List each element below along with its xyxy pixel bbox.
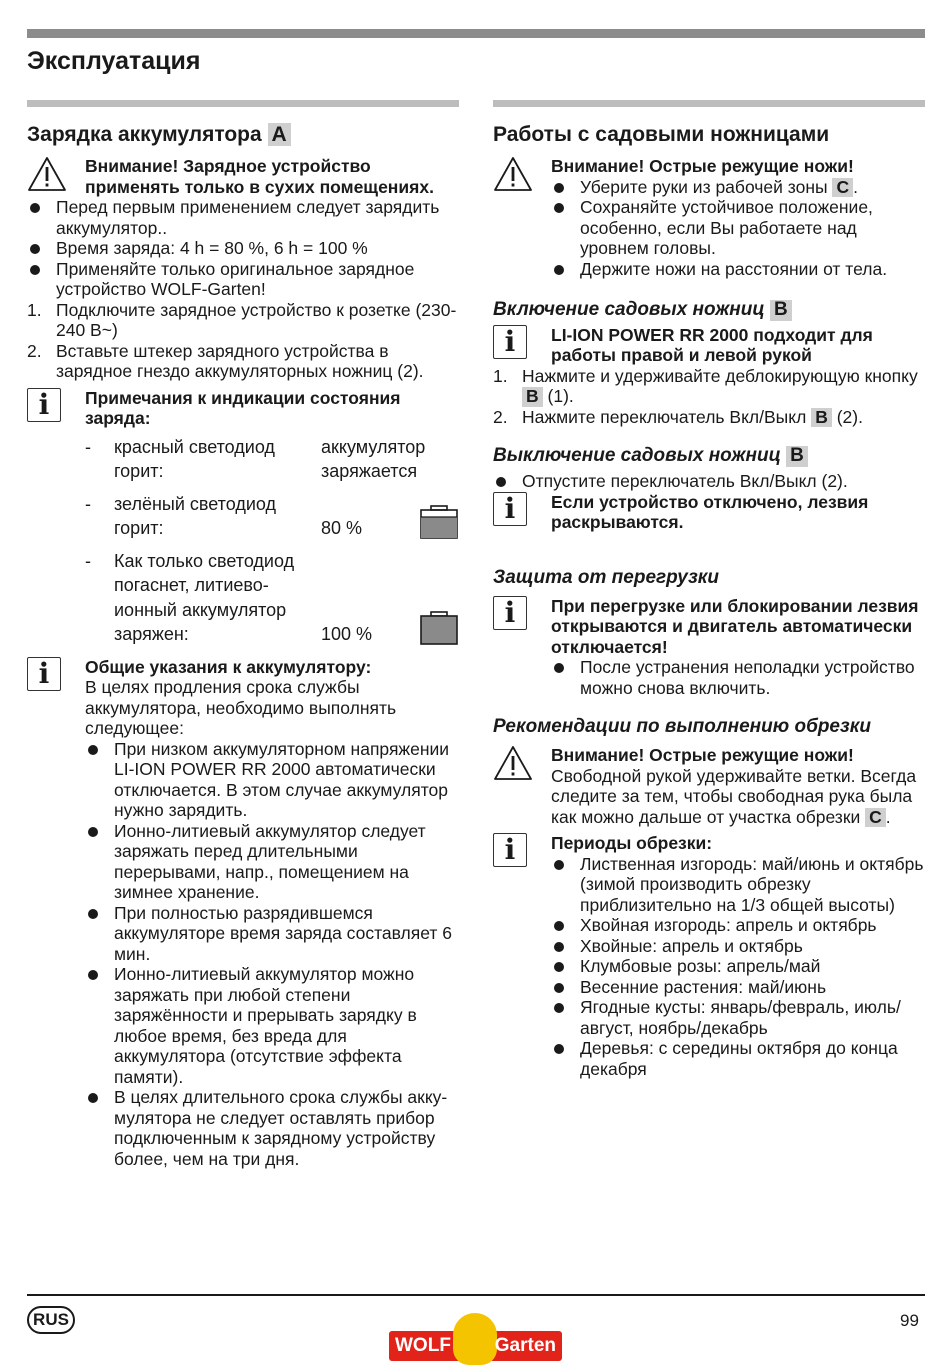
list-item [551,1038,925,1079]
info-icon: i [493,596,527,630]
list-item [551,177,925,198]
bullet-icon [554,265,564,275]
table-row [85,435,459,484]
led-text: красный светодиод горит: [114,436,275,481]
general-title: Общие указания к аккумулятору: [85,656,372,677]
switch-on-info [493,325,925,366]
charging-heading-text: Зарядка аккумулятора [27,123,262,146]
list-item [85,821,459,903]
list-item [551,915,925,936]
warning-title: Внимание! Острые режущие ножи! [551,156,854,176]
switch-on-title-text: Включение садовых ножниц [493,299,765,320]
charger-warning-text: Внимание! Зарядное устройство применять только в сухих помещениях. [85,156,434,197]
overload-title: Защита от перегрузки [493,566,719,588]
bullet-text: Ионно-литиевый аккумулятор можно заряжать при любой степени заряжённости и прерывать зарядку в любое время, без вреда для аккумулятора (отсутствие эффекта памяти). [114,964,417,1087]
switch-off-info [493,492,925,533]
led-text: зелёный светодиод горит: [114,493,277,538]
tips-warning [493,745,925,827]
tips-title: Рекомендации по выполнению обрезки [493,716,871,738]
table-row [85,492,459,541]
bullet-text: Уберите руки из рабочей зоны [580,176,828,197]
bullet-icon [554,1044,564,1054]
bullet-icon [30,244,40,254]
tips-warning-tail: . [885,806,891,827]
tips-warning-title: Внимание! Острые режущие ножи! [551,745,854,766]
battery-partial-icon [420,505,458,539]
info-icon: i [493,325,527,359]
bullet-text: Ионно-литиевый аккумулятор следует заряжать перед длительными перерывами, напр., помещением на зимнее хранение. [114,820,426,902]
bullet-text: После устранения неполадки устройство можно снова включить. [580,657,915,698]
bullet-icon [554,183,564,193]
step-number: 1. [27,299,42,320]
bullet-text: Держите ножи на расстоянии от тела. [580,258,888,279]
bullet-icon [88,745,98,755]
general-notes [27,657,459,1170]
list-item [551,977,925,998]
bullet-text: Лиственная изгородь: май/июнь и октябрь (зимой производить обрезку приблизительно на 1/3 общей высоты) [580,853,924,915]
indication-title: Примечания к индикации состояния заряда: [85,387,401,428]
general-text: В целях продления срока службы аккумулятора, необходимо выполнять следующее: [85,677,397,738]
bullet-icon [554,921,564,931]
state-text: 100 % [321,624,373,644]
left-column [27,100,459,1169]
bullet-text: Хвойная изгородь: апрель и октябрь [580,915,877,936]
overload-info-text: При перегрузке или блокировании лезвия открываются и двигатель автоматически отключается! [551,595,919,657]
bullet-text: Сохраняйте устойчивое положение, особенно, если Вы работаете над уровнем головы. [580,197,873,258]
bullet-text: Хвойные: апрель и октябрь [580,935,803,956]
bullet-icon [554,1003,564,1013]
figure-badge: B [786,446,808,467]
list-item [85,903,459,965]
bullet-icon [554,983,564,993]
figure-badge: A [268,123,291,146]
state-text: аккумулятор заряжается [321,436,426,481]
fox-head-icon [453,1313,497,1365]
state-text: 80 % [321,518,363,538]
step-number: 2. [493,406,508,427]
info-icon: i [27,388,61,422]
indication-table [27,435,459,647]
step-tail: (2). [836,406,863,427]
bullet-text: При полностью разрядившемся аккумуляторе время заряда составляет 6 мин. [114,902,452,964]
page-number: 99 [900,1311,919,1330]
warning-icon [27,156,67,192]
bullet-icon [554,942,564,952]
table-row [85,549,459,647]
periods-title: Периоды обрезки: [551,833,713,854]
list-item [493,407,925,428]
list-item [85,739,459,821]
info-icon: i [493,492,527,526]
step-number: 2. [27,340,42,361]
led-text: Как только светодиод погаснет, литиево-ионный аккумулятор заряжен: [114,550,295,644]
bullet-text: При низком аккумуляторном напряжении LI-ION POWER RR 2000 автоматически отключается. В этом случае аккумулятор нужно зарядить. [114,738,450,820]
figure-badge: C [832,178,853,197]
bullet-text: Отпустите переключатель Вкл/Выкл (2). [522,471,848,492]
figure-badge: C [865,808,886,827]
bullet-icon [88,827,98,837]
bullet-icon [30,203,40,213]
bullet-text: Ягодные кусты: январь/февраль, июль/август, ноябрь/декабрь [580,997,901,1038]
footer-rule [27,1294,925,1296]
bullet-icon [88,909,98,919]
list-item [27,238,459,259]
info-icon: i [27,657,61,691]
bullet-text: Применяйте только оригинальное зарядное устройство WOLF-Garten! [56,258,415,299]
bullet-icon [554,663,564,673]
bullet-tail: . [853,176,858,197]
page-title: Эксплуатация [27,47,201,75]
working-heading: Работы с садовыми ножницами [493,123,830,146]
figure-badge: B [770,300,792,321]
charger-warning [27,156,459,197]
battery-full-icon [420,611,458,645]
list-item [85,964,459,1087]
figure-badge: B [522,387,543,406]
left-column-rule [27,100,459,107]
tips-warning-body [551,766,925,828]
list-item [85,1087,459,1169]
list-item [27,300,459,341]
bullet-text: В целях длительного срока службы акку-мулятора не следует оставлять прибор подключенным к зарядному устройству более, чем на три дня. [114,1087,448,1169]
step-text: Нажмите и удерживайте деблокирующую кнопку [522,365,918,386]
switch-off-title-text: Выключение садовых ножниц [493,445,781,467]
charging-heading [27,122,459,148]
tips-warning-text: Свободной рукой удерживайте ветки. Всегда следите за тем, чтобы свободная рука была как можно дальше от участка обрезки [551,765,917,827]
bullet-icon [88,970,98,980]
bullet-icon [30,265,40,275]
warning-icon [493,156,533,192]
step-number: 1. [493,365,508,386]
list-item [551,657,925,698]
list-item [27,197,459,238]
sharp-blades-warning [493,156,925,279]
pruning-periods [493,833,925,1079]
bullet-text: Время заряда: 4 h = 80 %, 6 h = 100 % [56,238,368,258]
logo-wolf-text: WOLF [395,1335,451,1356]
figure-badge: B [811,408,832,427]
overload-info [493,596,925,699]
wolf-garten-logo [389,1313,562,1365]
bullet-icon [554,860,564,870]
list-item [551,854,925,916]
right-column [493,100,925,1079]
list-item [551,997,925,1038]
right-column-rule [493,100,925,107]
step-tail: (1). [547,386,574,407]
switch-off-title [493,445,925,467]
indication-note [27,388,459,429]
top-rule [27,29,925,38]
bullet-text: Перед первым применением следует зарядить аккумулятор.. [56,197,440,238]
list-item [27,341,459,382]
bullet-icon [88,1093,98,1103]
logo-garten-text: Garten [494,1335,556,1356]
step-text: Подключите зарядное устройство к розетке (230-240 В~) [56,299,457,340]
switch-on-info-text: LI-ION POWER RR 2000 подходит для работы правой и левой рукой [551,324,873,366]
row-dash: - [85,436,91,457]
bullet-icon [496,477,506,487]
switch-on-title [493,299,925,321]
step-text: Нажмите переключатель Вкл/Выкл [522,406,807,427]
list-item [493,366,925,407]
charging-bullets [27,197,459,382]
list-item [551,936,925,957]
switch-off-info-text: Если устройство отключено, лезвия раскрываются. [551,491,869,533]
bullet-text: Деревья: с середины октября до конца декабря [580,1038,898,1079]
list-item [551,956,925,977]
row-dash: - [85,493,91,514]
bullet-text: Клумбовые розы: апрель/май [580,956,821,977]
info-icon: i [493,833,527,867]
list-item [551,259,925,280]
language-badge: RUS [27,1306,75,1334]
bullet-icon [554,962,564,972]
list-item [493,471,925,492]
step-text: Вставьте штекер зарядного устройства в зарядное гнездо аккумуляторных ножниц (2). [56,340,424,381]
bullet-icon [554,203,564,213]
list-item [551,197,925,259]
row-dash: - [85,550,91,571]
bullet-text: Весенние растения: май/июнь [580,976,827,997]
warning-icon [493,745,533,781]
list-item [27,259,459,300]
